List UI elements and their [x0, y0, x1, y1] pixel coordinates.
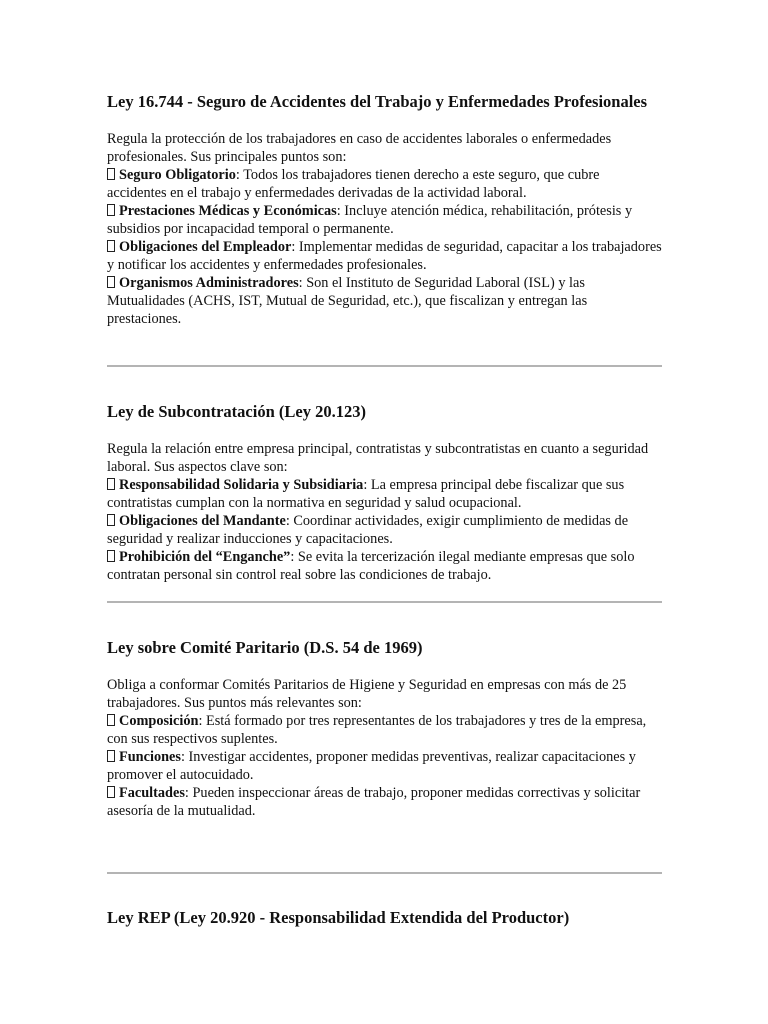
bullet-term: Obligaciones del Mandante — [119, 513, 286, 529]
bullet-text: : Son el Instituto de Seguridad Laboral (ISL) y las Mutualidades (ACHS, IST, Mutual de Seguridad, etc.), que fiscalizan y entregan las prestaciones. — [107, 275, 588, 327]
bullet-text: : Coordinar actividades, exigir cumplimiento de medidas de seguridad y realizar inducciones y capacitaciones. — [107, 513, 629, 547]
bullet-glyph-icon — [107, 550, 115, 562]
bullet-term: Facultades — [119, 785, 185, 801]
section-ley-rep — [107, 908, 662, 928]
bullet-text: : Se evita la tercerización ilegal mediante empresas que solo contratan personal sin control real sobre las condiciones de trabajo. — [107, 549, 635, 583]
horizontal-rule — [107, 601, 662, 603]
bullet-term: Seguro Obligatorio — [119, 167, 236, 183]
section-heading: Ley REP (Ley 20.920 - Responsabilidad Extendida del Productor) — [107, 908, 570, 927]
section-heading: Ley de Subcontratación (Ley 20.123) — [107, 402, 366, 421]
section-heading: Ley 16.744 - Seguro de Accidentes del Trabajo y Enfermedades Profesionales — [107, 92, 648, 111]
bullet-text: : Todos los trabajadores tienen derecho a este seguro, que cubre accidentes en el trabajo y enfermedades derivadas de la actividad laboral. — [107, 167, 600, 201]
bullet-item — [107, 548, 662, 584]
section-intro: Obliga a conformar Comités Paritarios de Higiene y Seguridad en empresas con más de 25 trabajadores. Sus puntos más relevantes son: — [107, 677, 627, 711]
bullet-text: : Pueden inspeccionar áreas de trabajo, proponer medidas correctivas y solicitar asesoría de la mutualidad. — [107, 785, 641, 819]
bullet-glyph-icon — [107, 714, 115, 726]
bullet-term: Obligaciones del Empleador — [119, 239, 292, 255]
bullet-term: Composición — [119, 713, 199, 729]
bullet-glyph-icon — [107, 786, 115, 798]
bullet-term: Funciones — [119, 749, 181, 765]
bullet-glyph-icon — [107, 514, 115, 526]
bullet-item — [107, 238, 662, 274]
bullet-glyph-icon — [107, 204, 115, 216]
bullet-item — [107, 202, 662, 238]
bullet-glyph-icon — [107, 750, 115, 762]
bullet-item — [107, 512, 662, 548]
bullet-item — [107, 166, 662, 202]
bullet-item — [107, 748, 662, 784]
bullet-item — [107, 712, 662, 748]
bullet-glyph-icon — [107, 276, 115, 288]
section-heading: Ley sobre Comité Paritario (D.S. 54 de 1969) — [107, 638, 423, 657]
bullet-term: Organismos Administradores — [119, 275, 299, 291]
bullet-glyph-icon — [107, 240, 115, 252]
bullet-term: Prohibición del “Enganche” — [119, 549, 291, 565]
bullet-item — [107, 476, 662, 512]
section-comite-paritario — [107, 638, 662, 820]
bullet-item — [107, 274, 662, 328]
bullet-term: Prestaciones Médicas y Económicas — [119, 203, 337, 219]
horizontal-rule — [107, 365, 662, 367]
section-intro: Regula la relación entre empresa principal, contratistas y subcontratistas en cuanto a seguridad laboral. Sus aspectos clave son: — [107, 441, 649, 475]
bullet-text: : Incluye atención médica, rehabilitación, prótesis y subsidios por incapacidad temporal o permanente. — [107, 203, 633, 237]
bullet-glyph-icon — [107, 478, 115, 490]
bullet-item — [107, 784, 662, 820]
bullet-text: : Está formado por tres representantes de los trabajadores y tres de la empresa, con sus respectivos suplentes. — [107, 713, 647, 747]
bullet-text: : Implementar medidas de seguridad, capacitar a los trabajadores y notificar los accidentes y enfermedades profesionales. — [107, 239, 662, 273]
section-intro: Regula la protección de los trabajadores en caso de accidentes laborales o enfermedades profesionales. Sus principales puntos son: — [107, 131, 612, 165]
section-ley-16744 — [107, 92, 662, 328]
bullet-glyph-icon — [107, 168, 115, 180]
section-subcontratacion — [107, 402, 662, 584]
bullet-text: : Investigar accidentes, proponer medidas preventivas, realizar capacitaciones y promover el autocuidado. — [107, 749, 636, 783]
bullet-term: Responsabilidad Solidaria y Subsidiaria — [119, 477, 364, 493]
bullet-text: : La empresa principal debe fiscalizar que sus contratistas cumplan con la normativa en seguridad y salud ocupacional. — [107, 477, 625, 511]
horizontal-rule — [107, 872, 662, 874]
